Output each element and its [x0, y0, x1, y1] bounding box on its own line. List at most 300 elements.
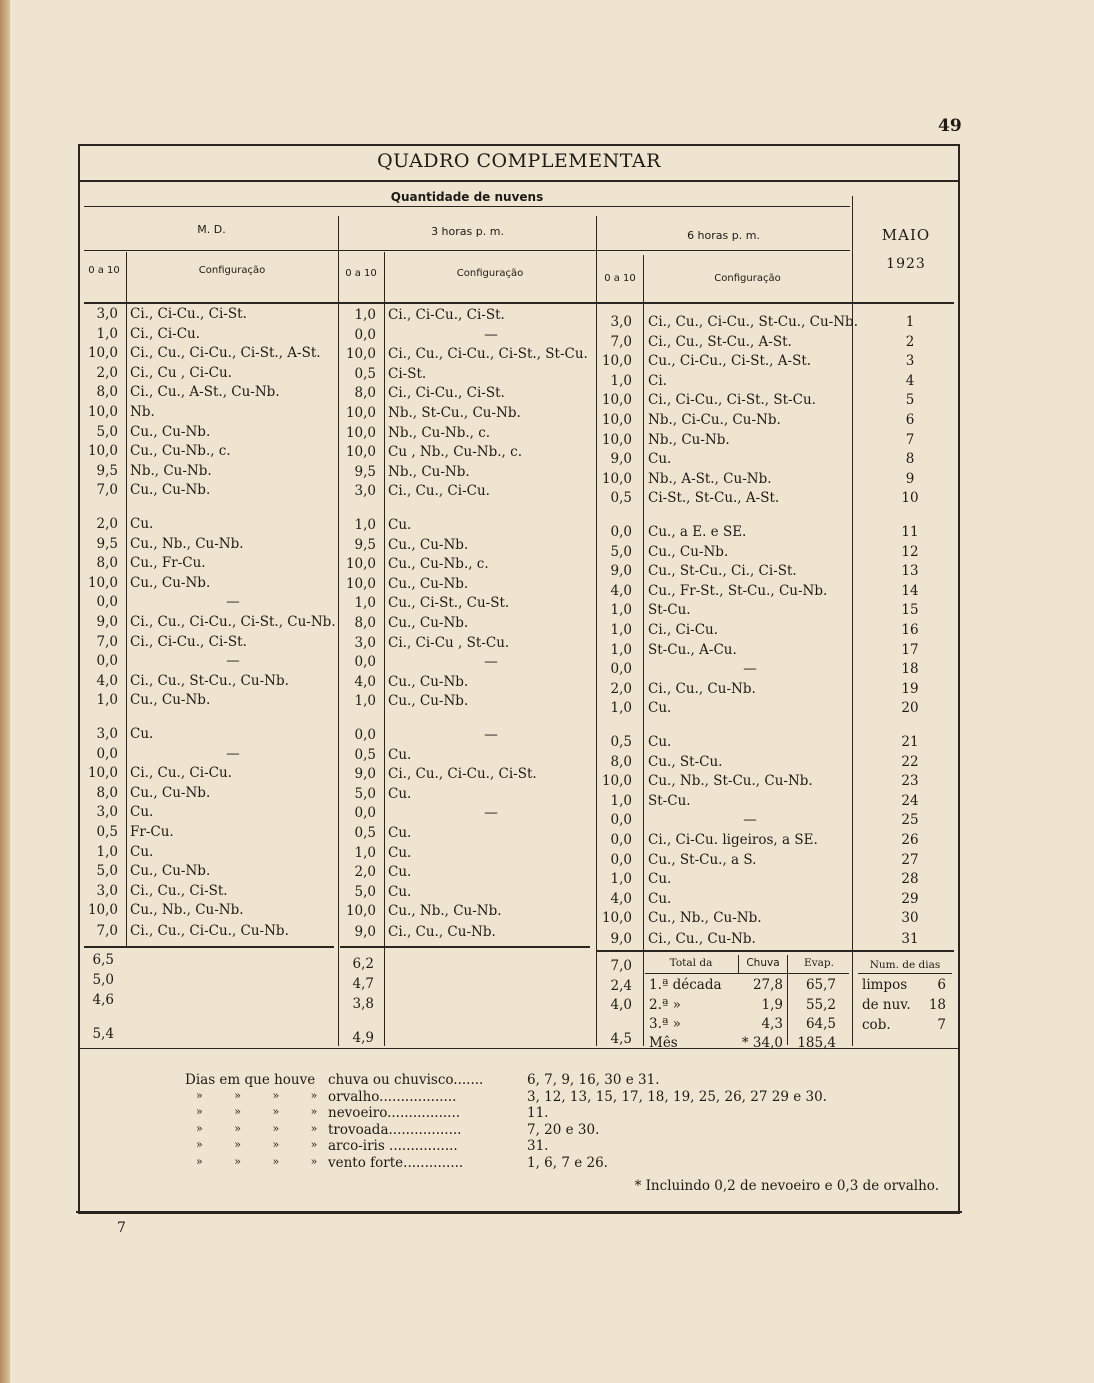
day-number: 6 [905, 412, 915, 428]
6h-config: St-Cu. [648, 602, 691, 619]
6h-amount: 3,0 [610, 314, 632, 330]
group-rule [84, 206, 850, 207]
md-amount: 0,0 [96, 745, 118, 762]
note-days: 3, 12, 13, 15, 17, 18, 19, 25, 26, 27 29 e 30. [527, 1088, 827, 1105]
days-label: limpos [862, 977, 908, 993]
md-config: Cu. [130, 726, 154, 742]
md-amount: 3,0 [96, 306, 118, 322]
note-days: 1, 6, 7 e 26. [527, 1154, 608, 1171]
day-number: 2 [905, 333, 915, 350]
md-amount: 9,0 [96, 614, 118, 630]
md-config: Ci., Cu., Ci-Cu. [130, 765, 232, 782]
6h-config: Cu., Fr-St., St-Cu., Cu-Nb. [648, 582, 828, 599]
table-row [0, 343, 1094, 370]
md-config: Cu., Nb., Cu-Nb. [130, 902, 244, 919]
6h-amount: 0,0 [610, 812, 632, 829]
table-row [0, 461, 1094, 487]
note-days: 11. [527, 1105, 549, 1121]
md-amount: 3,0 [96, 804, 118, 821]
6h-config: Ci., Cu., Cu-Nb. [648, 930, 756, 947]
6h-amount: 8,0 [610, 753, 632, 770]
md-amount: 0,0 [96, 594, 118, 611]
3h-config: Cu., Cu-Nb. [388, 575, 469, 592]
md-amount: 10,0 [87, 902, 118, 919]
scale-6h: 0 a 10 [604, 273, 636, 284]
day-number: 5 [905, 392, 915, 409]
3h-amount: 1,0 [354, 693, 376, 710]
day-number: 25 [901, 812, 919, 829]
rain-total: 1,9 [761, 997, 783, 1013]
md-amount: 3,0 [96, 882, 118, 899]
table-row [0, 573, 1094, 599]
note-phenomenon: arco-iris ................ [328, 1138, 458, 1154]
mean-6h-3: 4,0 [610, 997, 632, 1013]
3h-amount: 0,5 [354, 365, 376, 382]
6h-config: Cu. [648, 871, 672, 888]
note-phenomenon: trovoada................. [328, 1121, 462, 1138]
md-amount: 8,0 [96, 555, 118, 572]
note-phenomenon: orvalho.................. [328, 1088, 457, 1105]
md-config: Cu., Cu-Nb. [130, 482, 211, 499]
3h-amount: 0,0 [354, 805, 376, 822]
day-number: 20 [901, 700, 919, 717]
3h-config: Ci., Cu., Cu-Nb. [388, 923, 496, 940]
days-label: de nuv. [862, 997, 911, 1013]
6h-config: Cu., Cu-Nb. [648, 543, 729, 560]
3h-config: Cu., Ci-St., Cu-St. [388, 595, 510, 612]
md-amount: 7,0 [96, 633, 118, 650]
day-number: 27 [901, 851, 919, 868]
config-3h: Configuração [456, 268, 524, 279]
mean-6h-1: 7,0 [610, 958, 632, 974]
total-label: 3.ª » [649, 1016, 681, 1032]
table-row [0, 861, 1094, 888]
md-amount: 10,0 [87, 574, 118, 591]
6h-amount: 0,0 [610, 851, 632, 868]
6h-amount: 1,0 [610, 641, 632, 658]
day-number: 30 [901, 910, 919, 927]
note-lead: » » » » [196, 1088, 332, 1102]
3h-amount: 1,0 [354, 595, 376, 612]
3h-config: Cu., Cu-Nb. [388, 693, 469, 710]
md-config: Cu., Cu-Nb. [130, 863, 211, 880]
table-row [0, 651, 1094, 678]
note-lead: » » » » [196, 1105, 332, 1118]
note-days: 6, 7, 9, 16, 30 e 31. [527, 1072, 660, 1088]
6h-amount: 0,0 [610, 832, 632, 848]
3h-amount: 10,0 [345, 405, 376, 421]
md-amount: 0,0 [96, 653, 118, 670]
md-config: Ci., Ci-Cu., Ci-St. [130, 306, 247, 322]
6h-amount: 1,0 [610, 792, 632, 809]
3h-config: Cu., Cu-Nb. [388, 615, 469, 631]
md-config: Ci., Cu., Ci-Cu., Cu-Nb. [130, 922, 289, 939]
6h-amount: 4,0 [610, 582, 632, 599]
6h-amount: 10,0 [601, 773, 632, 790]
3h-config: Nb., St-Cu., Cu-Nb. [388, 405, 521, 421]
summary-rule-3h [340, 946, 590, 948]
6h-config: Cu. [648, 700, 672, 717]
6h-config: Ci., Cu., Ci-Cu., St-Cu., Cu-Nb. [648, 314, 858, 330]
md-config: Cu., Fr-Cu. [130, 555, 206, 572]
page-footer-number: 7 [117, 1220, 126, 1236]
day-number: 13 [901, 563, 919, 580]
md-amount: 1,0 [96, 843, 118, 860]
6h-config: Ci., Ci-Cu. [648, 622, 719, 638]
3h-config: — [484, 727, 498, 743]
table-row [0, 842, 1094, 868]
3h-config: Cu , Nb., Cu-Nb., c. [388, 444, 522, 461]
3h-amount: 0,0 [354, 654, 376, 671]
md-config: Cu. [130, 516, 154, 532]
note-lead: » » » » [196, 1138, 332, 1151]
group-header: Quantidade de nuvens [390, 190, 544, 204]
mean-md-2: 5,0 [92, 972, 114, 988]
note-days: 7, 20 e 30. [527, 1121, 600, 1138]
3h-amount: 5,0 [354, 883, 376, 900]
3h-amount: 10,0 [345, 424, 376, 441]
summary-rule-6h [597, 950, 954, 952]
md-config: Nb., Cu-Nb. [130, 462, 212, 479]
md-config: Ci., Ci-Cu., Ci-St. [130, 633, 247, 650]
3h-amount: 10,0 [345, 444, 376, 461]
3h-config: — [484, 805, 498, 822]
days-label: cob. [862, 1017, 891, 1033]
6h-config: Cu., St-Cu., Ci., Ci-St. [648, 563, 797, 580]
md-config: Cu. [130, 804, 154, 821]
md-amount: 5,0 [96, 423, 118, 440]
md-amount: 2,0 [96, 516, 118, 532]
table-row [0, 632, 1094, 658]
day-number: 15 [901, 602, 919, 619]
md-config: Cu., Nb., Cu-Nb. [130, 535, 244, 552]
table-row [0, 592, 1094, 619]
totals-col-rule [787, 955, 788, 1045]
md-config: Ci., Cu., Ci-Cu., Ci-St., Cu-Nb. [130, 614, 336, 630]
3h-config: Cu. [388, 844, 412, 861]
6h-amount: 5,0 [610, 543, 632, 560]
note-phenomenon: nevoeiro................. [328, 1105, 461, 1121]
6h-amount: 0,0 [610, 661, 632, 678]
3h-amount: 10,0 [345, 556, 376, 573]
3h-config: Cu. [388, 864, 412, 881]
day-number: 23 [901, 773, 919, 790]
table-row [0, 690, 1094, 717]
day-number: 18 [901, 661, 919, 678]
6h-amount: 1,0 [610, 372, 632, 389]
6h-amount: 1,0 [610, 622, 632, 638]
days-count: 6 [937, 977, 946, 993]
3h-amount: 0,0 [354, 326, 376, 343]
table-row [0, 534, 1094, 560]
table-row [0, 382, 1094, 409]
6h-config: Ci., Cu., St-Cu., A-St. [648, 333, 792, 350]
table-row [0, 480, 1094, 507]
day-number: 29 [901, 890, 919, 907]
6h-config: Cu., Ci-Cu., Ci-St., A-St. [648, 353, 812, 370]
table-row [0, 802, 1094, 829]
3h-config: Cu., Cu-Nb. [388, 673, 469, 690]
year-label: 1923 [886, 256, 926, 272]
6h-amount: 4,0 [610, 890, 632, 907]
rain-total: 27,8 [752, 977, 783, 993]
6h-config: Ci., Ci-Cu., Ci-St., St-Cu. [648, 392, 816, 409]
md-config: Ci., Ci-Cu. [130, 325, 201, 342]
3h-amount: 10,0 [345, 903, 376, 920]
6h-config: Cu., Nb., St-Cu., Cu-Nb. [648, 773, 813, 790]
3h-amount: 4,0 [354, 673, 376, 690]
mean-3h-2: 4,7 [352, 976, 374, 992]
evap-total: 64,5 [805, 1016, 836, 1032]
md-config: Cu., Cu-Nb. [130, 784, 211, 801]
day-number: 31 [901, 930, 919, 947]
footnote: * Incluindo 0,2 de nevoeiro e 0,3 de orvalho. [634, 1178, 939, 1194]
mean-md-month: 5,4 [92, 1026, 114, 1042]
6h-config: St-Cu., A-Cu. [648, 641, 737, 658]
3h-amount: 3,0 [354, 634, 376, 651]
3h-config: — [484, 654, 498, 671]
table-title: QUADRO COMPLEMENTAR [377, 150, 661, 172]
evap-total: 55,2 [805, 997, 836, 1013]
3h-config: Cu. [388, 785, 412, 802]
3h-config: Cu. [388, 883, 412, 900]
rain-header: Chuva [746, 957, 780, 969]
6h-amount: 10,0 [601, 392, 632, 409]
6h-amount: 10,0 [601, 470, 632, 487]
3h-amount: 9,0 [354, 923, 376, 940]
3h-config: Cu., Nb., Cu-Nb. [388, 903, 502, 920]
table-row [0, 422, 1094, 448]
subheader-rule [84, 250, 850, 251]
day-number: 22 [901, 753, 919, 770]
6h-amount: 0,0 [610, 524, 632, 540]
note-phenomenon: vento forte.............. [328, 1154, 464, 1171]
evap-total: 65,7 [805, 977, 836, 993]
note-phenomenon: chuva ou chuvisco....... [328, 1072, 484, 1088]
md-amount: 8,0 [96, 784, 118, 801]
rain-total: 4,3 [761, 1016, 783, 1032]
note-lead: » » » » [196, 1154, 332, 1168]
mean-3h-3: 3,8 [352, 996, 374, 1012]
6h-amount: 1,0 [610, 602, 632, 619]
6h-amount: 9,0 [610, 563, 632, 580]
table-row [0, 324, 1094, 350]
3h-amount: 1,0 [354, 517, 376, 533]
note-lead: Dias em que houve [185, 1072, 316, 1088]
3h-amount: 2,0 [354, 864, 376, 881]
6h-amount: 10,0 [601, 353, 632, 370]
md-amount: 9,5 [96, 535, 118, 552]
day-number: 21 [901, 734, 919, 750]
day-number: 16 [901, 622, 919, 638]
6h-config: Cu., St-Cu. [648, 753, 723, 770]
3h-config: Cu., Cu-Nb., c. [388, 556, 489, 573]
mean-md-3: 4,6 [92, 992, 114, 1008]
md-config: Ci., Cu., Ci-St. [130, 882, 228, 899]
6h-config: Cu., a E. e SE. [648, 524, 747, 540]
title-rule [80, 180, 958, 182]
days-header: Num. de dias [869, 959, 941, 971]
md-config: Ci., Cu., A-St., Cu-Nb. [130, 384, 280, 401]
day-number: 28 [901, 871, 919, 888]
6h-config: — [743, 661, 757, 678]
md-amount: 9,5 [96, 462, 118, 479]
col-header-md: M. D. [197, 223, 226, 236]
table-row [0, 612, 1094, 638]
3h-amount: 9,0 [354, 766, 376, 783]
6h-amount: 1,0 [610, 700, 632, 717]
day-number: 17 [901, 641, 919, 658]
day-number: 3 [905, 353, 915, 370]
md-amount: 1,0 [96, 692, 118, 709]
3h-amount: 0,5 [354, 825, 376, 841]
md-amount: 10,0 [87, 345, 118, 362]
table-row [0, 441, 1094, 468]
6h-config: Ci., Ci-Cu. ligeiros, a SE. [648, 832, 818, 848]
table-row [0, 514, 1094, 540]
3h-config: Cu. [388, 517, 412, 533]
3h-config: Ci., Cu., Ci-Cu., Ci-St., St-Cu. [388, 346, 588, 363]
evap-header: Evap. [804, 957, 834, 969]
md-amount: 7,0 [96, 922, 118, 939]
6h-amount: 0,5 [610, 734, 632, 750]
3h-amount: 3,0 [354, 483, 376, 500]
6h-amount: 1,0 [610, 871, 632, 888]
6h-config: Nb., A-St., Cu-Nb. [648, 470, 772, 487]
day-number: 26 [901, 832, 919, 848]
3h-config: Nb., Cu-Nb. [388, 463, 470, 480]
3h-config: Ci., Ci-Cu., Ci-St. [388, 307, 505, 323]
md-amount: 0,5 [96, 824, 118, 840]
days-header-rule [858, 973, 952, 974]
day-number: 11 [901, 524, 919, 540]
md-config: — [226, 653, 240, 670]
3h-amount: 0,0 [354, 727, 376, 743]
6h-amount: 10,0 [601, 412, 632, 428]
md-amount: 5,0 [96, 863, 118, 880]
day-number: 19 [901, 680, 919, 697]
table-row [0, 671, 1094, 697]
total-label: 2.ª » [649, 997, 681, 1013]
md-config: Cu., Cu-Nb., c. [130, 443, 231, 460]
6h-amount: 0,5 [610, 490, 632, 507]
day-number: 7 [905, 431, 915, 448]
days-count: 18 [928, 997, 946, 1013]
table-row [0, 822, 1094, 848]
totals-header: Total da [669, 957, 713, 969]
3h-amount: 5,0 [354, 785, 376, 802]
md-config: Fr-Cu. [130, 824, 174, 840]
3h-amount: 1,0 [354, 844, 376, 861]
day-number: 10 [901, 490, 919, 507]
table-row [0, 763, 1094, 790]
3h-amount: 10,0 [345, 346, 376, 363]
scale-md: 0 a 10 [88, 265, 120, 276]
3h-config: Nb., Cu-Nb., c. [388, 424, 491, 441]
6h-amount: 9,0 [610, 930, 632, 947]
6h-config: Ci., Cu., Cu-Nb. [648, 680, 756, 697]
mean-3h-1: 6,2 [352, 956, 374, 972]
config-6h: Configuração [714, 273, 781, 284]
table-row [0, 881, 1094, 907]
6h-amount: 7,0 [610, 333, 632, 350]
totals-header-rule [645, 973, 849, 974]
md-config: Cu., Cu-Nb. [130, 423, 211, 440]
md-amount: 2,0 [96, 364, 118, 381]
md-amount: 10,0 [87, 404, 118, 420]
config-md: Configuração [198, 265, 266, 276]
6h-config: Nb., Cu-Nb. [648, 431, 730, 448]
md-config: Ci., Cu , Ci-Cu. [130, 364, 232, 381]
6h-config: St-Cu. [648, 792, 691, 809]
md-amount: 10,0 [87, 443, 118, 460]
3h-amount: 8,0 [354, 615, 376, 631]
6h-amount: 10,0 [601, 431, 632, 448]
summary-rule-md [84, 946, 334, 948]
3h-config: Cu., Cu-Nb. [388, 536, 469, 553]
6h-config: Ci-St., St-Cu., A-St. [648, 490, 780, 507]
md-config: Ci., Cu., Ci-Cu., Ci-St., A-St. [130, 345, 321, 362]
day-number: 9 [905, 470, 915, 487]
total-label: 1.ª década [649, 977, 722, 993]
evap-total: 185,4 [797, 1035, 836, 1051]
3h-config: Ci-St. [388, 365, 427, 382]
table-row [0, 724, 1094, 750]
6h-config: Nb., Ci-Cu., Cu-Nb. [648, 412, 781, 428]
3h-config: Ci., Cu., Ci-Cu., Ci-St. [388, 766, 537, 783]
3h-amount: 8,0 [354, 385, 376, 402]
md-amount: 4,0 [96, 672, 118, 689]
table-row [0, 744, 1094, 770]
6h-config: Cu. [648, 734, 672, 750]
rain-total: * 34,0 [741, 1035, 783, 1051]
day-number: 8 [905, 451, 915, 468]
day-number: 1 [905, 314, 915, 330]
mean-3h-month: 4,9 [352, 1030, 374, 1046]
3h-amount: 0,5 [354, 746, 376, 763]
md-config: Cu., Cu-Nb. [130, 574, 211, 591]
6h-config: Cu., St-Cu., a S. [648, 851, 757, 868]
col-header-3h: 3 horas p. m. [431, 225, 504, 238]
table-row [0, 304, 1094, 330]
md-config: — [226, 594, 240, 611]
note-days: 31. [527, 1138, 549, 1154]
md-amount: 10,0 [87, 765, 118, 782]
md-config: Cu., Cu-Nb. [130, 692, 211, 709]
3h-config: Ci., Cu., Ci-Cu. [388, 483, 490, 500]
mean-6h-month: 4,5 [610, 1031, 632, 1047]
3h-config: — [484, 326, 498, 343]
md-amount: 3,0 [96, 726, 118, 742]
mean-md-1: 6,5 [92, 952, 114, 968]
md-amount: 8,0 [96, 384, 118, 401]
3h-amount: 1,0 [354, 307, 376, 323]
6h-amount: 10,0 [601, 910, 632, 927]
page-number: 49 [938, 116, 962, 136]
total-label: Mês [649, 1035, 678, 1051]
6h-amount: 9,0 [610, 451, 632, 468]
6h-config: Cu. [648, 451, 672, 468]
md-config: — [226, 745, 240, 762]
md-config: Cu. [130, 843, 154, 860]
scale-3h: 0 a 10 [345, 268, 377, 279]
6h-amount: 2,0 [610, 680, 632, 697]
table-frame-bottom-rule [76, 1211, 962, 1213]
3h-config: Ci., Ci-Cu , St-Cu. [388, 634, 510, 651]
6h-config: — [743, 812, 757, 829]
3h-amount: 10,0 [345, 575, 376, 592]
3h-config: Cu. [388, 825, 412, 841]
